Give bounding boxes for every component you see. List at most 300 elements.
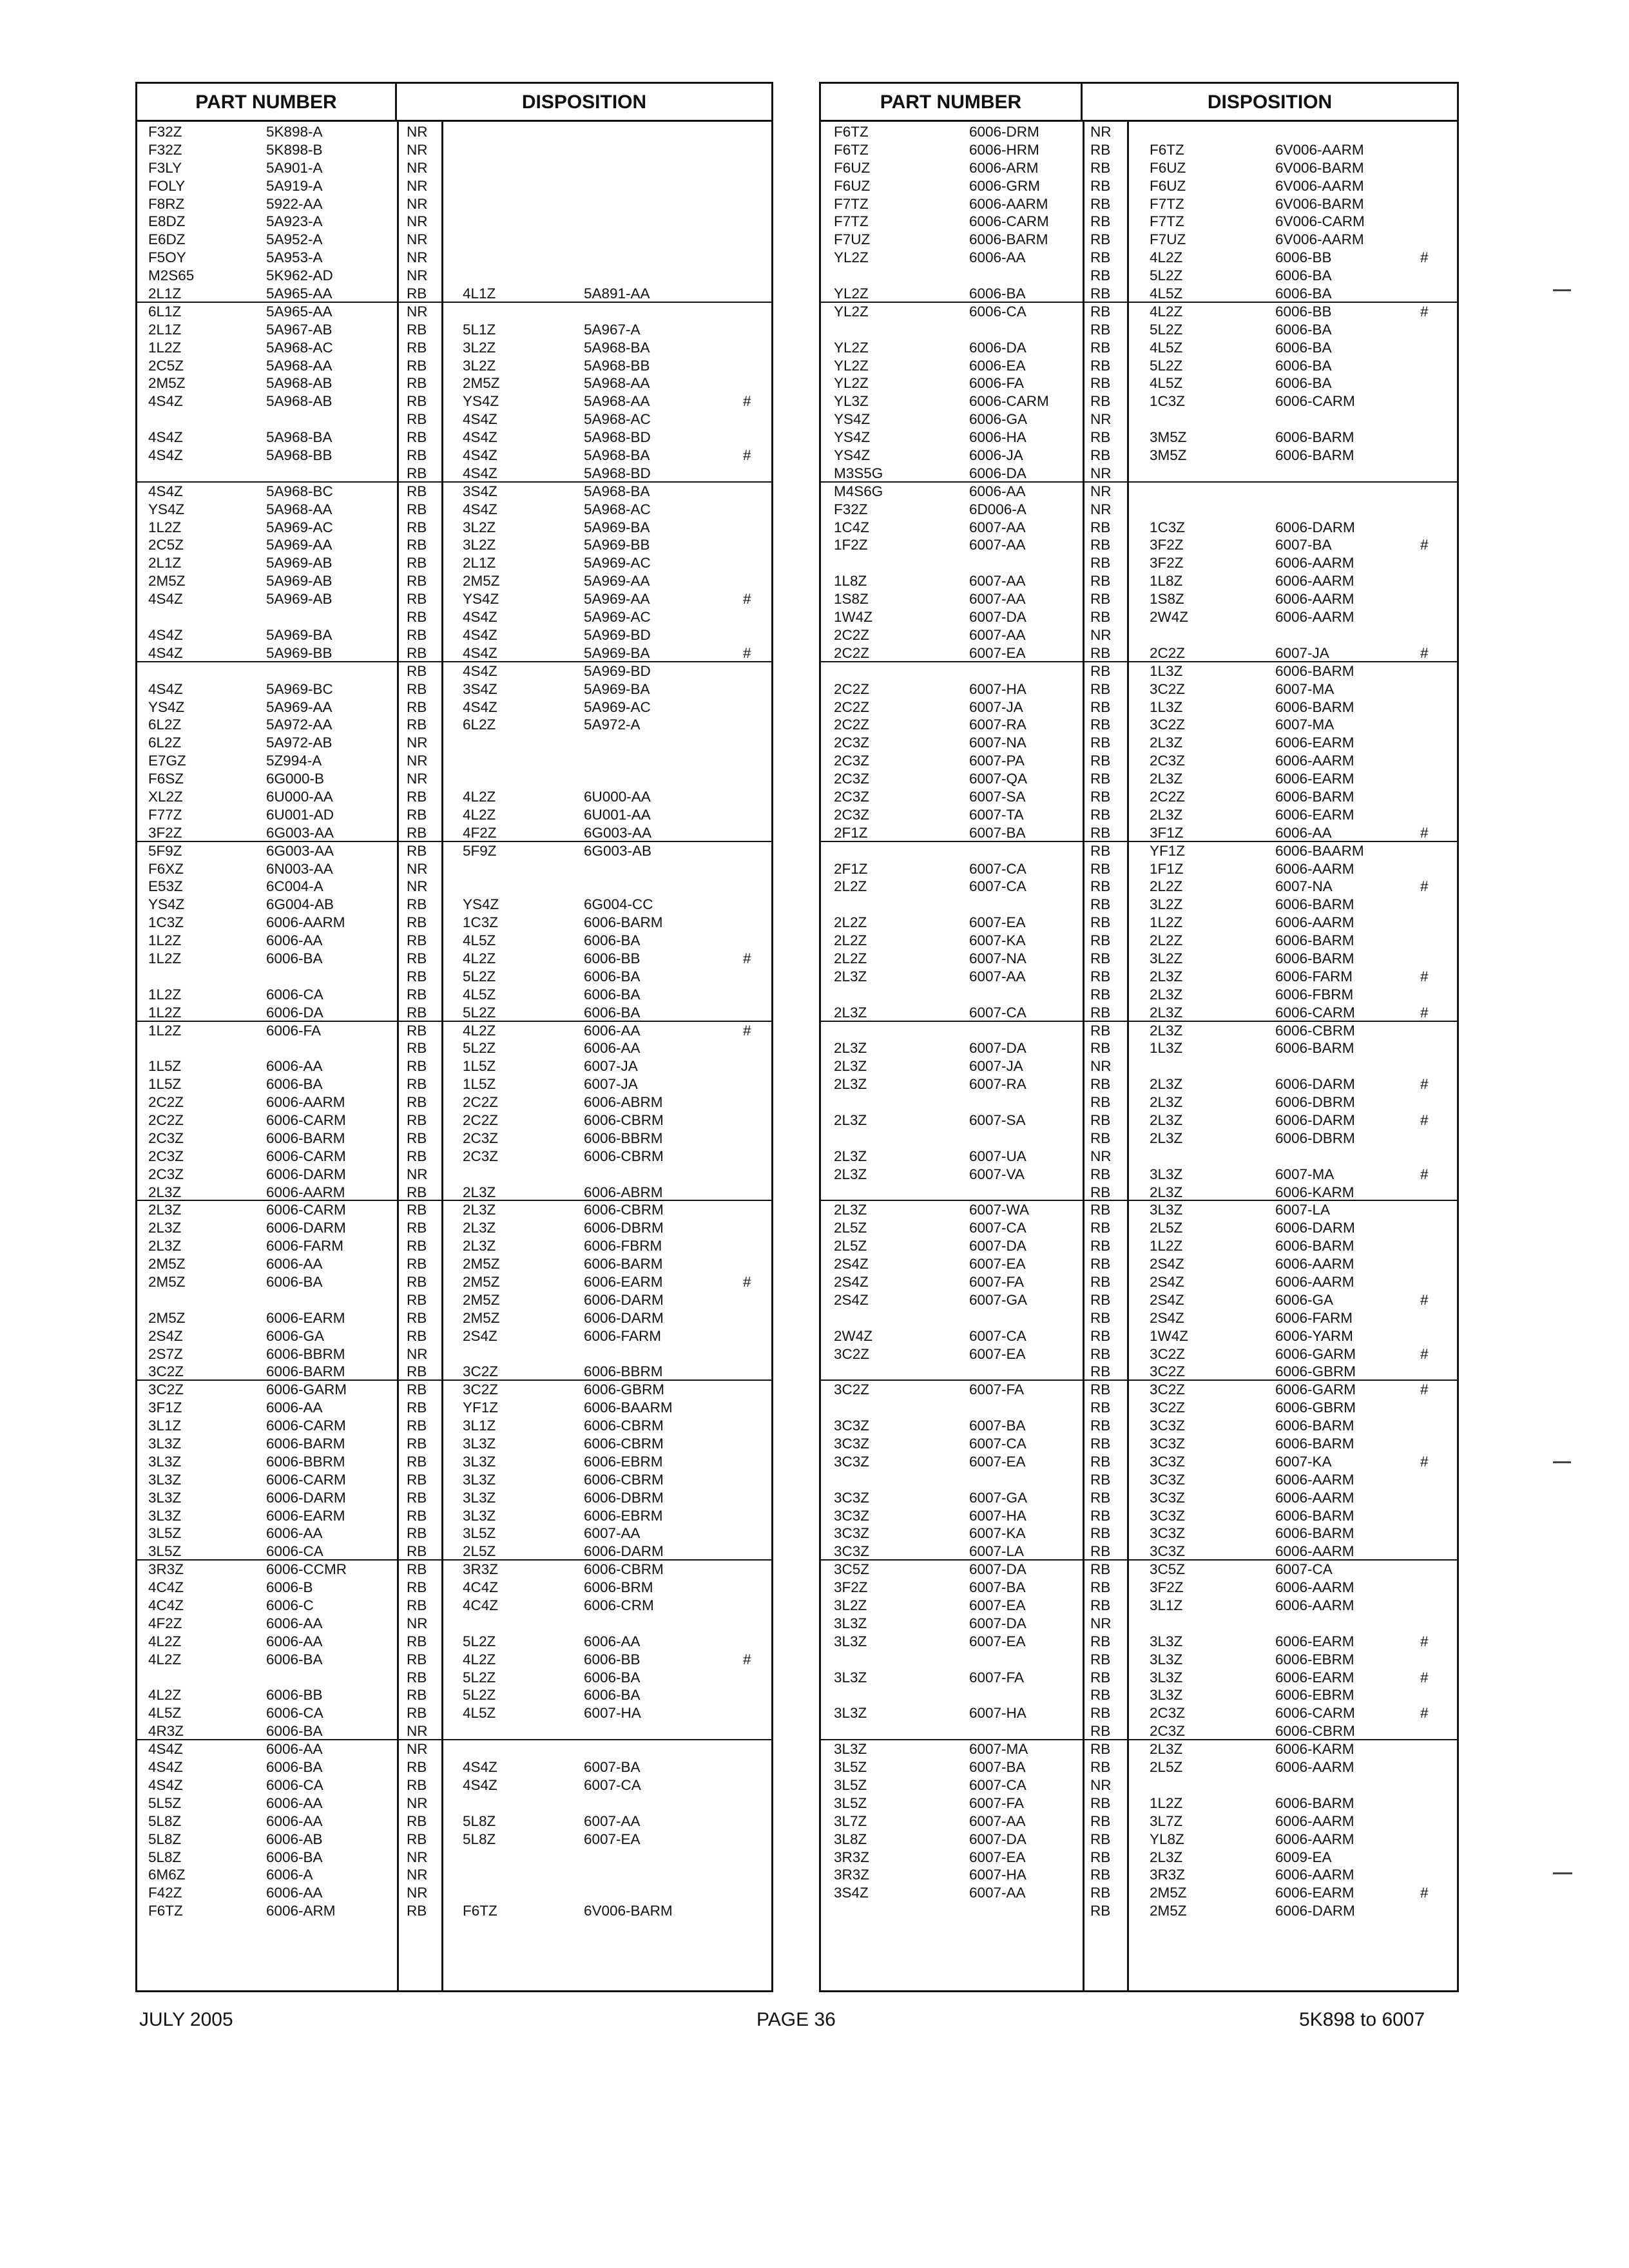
part-base: 6007-GA	[969, 1291, 1028, 1308]
table-row	[821, 698, 1457, 716]
disposition-code: RB	[407, 1399, 427, 1416]
replacement-base: 6006-GBRM	[584, 1381, 665, 1398]
part-prefix: F6XZ	[148, 860, 184, 877]
replacement-prefix: 5L2Z	[463, 1633, 496, 1649]
part-base: 6007-CA	[969, 1327, 1027, 1344]
table-row	[137, 213, 771, 231]
table-row	[137, 1776, 771, 1794]
replacement-base: 6006-BBRM	[584, 1363, 663, 1380]
part-prefix: 3L8Z	[834, 1831, 867, 1847]
part-base: 6006-GA	[266, 1327, 325, 1344]
footer-page: PAGE 36	[757, 2009, 836, 2030]
replacement-prefix: 5L2Z	[463, 1040, 496, 1057]
replacement-prefix: 2W4Z	[1150, 609, 1189, 626]
replacement-base: 6006-EARM	[1275, 771, 1354, 787]
disposition-heading: DISPOSITION	[521, 91, 647, 113]
part-base: 5A968-AA	[266, 501, 333, 517]
part-base: 6007-WA	[969, 1202, 1029, 1218]
part-prefix: 2C3Z	[834, 735, 870, 751]
note-mark: #	[743, 1022, 751, 1039]
disposition-code: RB	[1090, 1184, 1111, 1200]
note-mark: #	[1420, 1453, 1429, 1470]
disposition-code: RB	[1090, 914, 1111, 931]
table-row	[137, 1166, 771, 1184]
part-prefix: FOLY	[148, 177, 186, 194]
replacement-prefix: 3M5Z	[1150, 429, 1187, 446]
part-prefix: 1L2Z	[148, 1004, 182, 1021]
part-prefix: YS4Z	[834, 429, 871, 446]
disposition-code: RB	[1090, 1129, 1111, 1146]
table-row	[137, 177, 771, 195]
replacement-prefix: 3L3Z	[463, 1507, 496, 1524]
table-row	[821, 1579, 1457, 1597]
disposition-code: RB	[1090, 680, 1111, 697]
part-base: 6007-AA	[969, 573, 1026, 590]
part-prefix: YS4Z	[834, 411, 871, 428]
replacement-base: 6006-FBRM	[1275, 986, 1354, 1003]
replacement-prefix: 5L2Z	[463, 1669, 496, 1686]
disposition-code: RB	[407, 1507, 427, 1524]
replacement-prefix: 3C2Z	[1150, 1345, 1186, 1362]
replacement-base: 6006-FARM	[1275, 968, 1353, 985]
replacement-base: 5A972-A	[584, 716, 641, 733]
part-base: 5A969-BA	[266, 626, 333, 643]
table-row	[137, 1201, 771, 1219]
disposition-code: RB	[1090, 339, 1111, 356]
replacement-base: 6006-DARM	[584, 1291, 664, 1308]
part-base: 5922-AA	[266, 195, 323, 212]
replacement-prefix: 2C3Z	[1150, 753, 1186, 769]
part-prefix: 4S4Z	[148, 626, 183, 643]
disposition-code: NR	[407, 1867, 428, 1883]
replacement-prefix: F7TZ	[1150, 213, 1184, 230]
part-base: 6007-DA	[969, 1831, 1027, 1847]
table-row	[821, 1004, 1457, 1022]
table-row	[821, 1255, 1457, 1273]
replacement-base: 6006-CBRM	[1275, 1022, 1355, 1039]
disposition-code: RB	[1090, 213, 1111, 230]
table-row	[137, 195, 771, 213]
note-mark: #	[1420, 249, 1429, 266]
replacement-base: 5A969-BA	[584, 680, 650, 697]
part-prefix: 2F1Z	[834, 824, 868, 841]
part-base: 6C004-A	[266, 878, 323, 895]
replacement-prefix: 3C3Z	[1150, 1489, 1186, 1506]
table-row	[137, 1273, 771, 1291]
disposition-code: NR	[1090, 1148, 1112, 1164]
part-base: 6G003-AA	[266, 824, 334, 841]
replacement-prefix: 2M5Z	[463, 1274, 500, 1290]
disposition-code: RB	[1090, 555, 1111, 572]
part-base: 6006-AA	[969, 249, 1026, 266]
part-base: 6006-AA	[266, 1058, 323, 1075]
replacement-base: 6G004-CC	[584, 896, 653, 913]
part-prefix: 1L2Z	[148, 519, 182, 535]
replacement-base: 6006-BARM	[1275, 896, 1354, 913]
replacement-base: 5A969-BD	[584, 626, 651, 643]
disposition-code: RB	[407, 1238, 427, 1254]
replacement-prefix: 1L2Z	[1150, 1794, 1183, 1811]
part-base: 6007-AA	[969, 519, 1026, 535]
table-row	[821, 968, 1457, 986]
disposition-code: RB	[407, 896, 427, 913]
replacement-base: 6006-BA	[1275, 357, 1332, 374]
part-base: 6007-HA	[969, 1507, 1027, 1524]
table-row	[821, 608, 1457, 626]
disposition-code: RB	[407, 1022, 427, 1039]
table-row	[821, 1651, 1457, 1669]
disposition-code: RB	[1090, 609, 1111, 626]
table-row	[137, 285, 771, 303]
disposition-code: RB	[407, 680, 427, 697]
part-base: 6N003-AA	[266, 860, 333, 877]
part-prefix: 2L1Z	[148, 321, 182, 338]
replacement-prefix: 2M5Z	[1150, 1903, 1187, 1919]
disposition-code: NR	[407, 860, 428, 877]
table-row	[821, 1309, 1457, 1327]
table-row	[137, 1453, 771, 1471]
part-base: 6006-EARM	[266, 1507, 345, 1524]
disposition-code: RB	[407, 932, 427, 949]
table-row	[821, 752, 1457, 770]
part-prefix: 4S4Z	[148, 447, 183, 464]
replacement-base: 5A968-AA	[584, 375, 650, 392]
replacement-prefix: 3C2Z	[1150, 716, 1186, 733]
disposition-code: RB	[1090, 1309, 1111, 1326]
part-prefix: 3L3Z	[834, 1669, 867, 1686]
part-prefix: 2L3Z	[834, 1076, 867, 1093]
disposition-code: RB	[1090, 1489, 1111, 1506]
replacement-prefix: 3L3Z	[1150, 1202, 1183, 1218]
replacement-base: 6006-AARM	[1275, 1579, 1354, 1596]
table-row	[137, 1597, 771, 1615]
replacement-prefix: 3C3Z	[1150, 1525, 1186, 1542]
part-number-heading: PART NUMBER	[821, 84, 1083, 120]
part-base: 6006-CARM	[266, 1418, 346, 1434]
part-base: 6006-ARM	[266, 1903, 336, 1919]
replacement-prefix: 3S4Z	[463, 680, 497, 697]
replacement-prefix: 3C3Z	[1150, 1543, 1186, 1560]
part-prefix: 3C3Z	[834, 1525, 870, 1542]
note-mark: #	[1420, 1885, 1429, 1901]
replacement-base: 6006-EARM	[1275, 735, 1354, 751]
disposition-code: NR	[407, 1345, 428, 1362]
part-prefix: 3L3Z	[834, 1615, 867, 1631]
part-prefix: 2L3Z	[834, 1166, 867, 1182]
part-base: 6007-AA	[969, 1812, 1026, 1829]
disposition-code: RB	[1090, 1291, 1111, 1308]
replacement-prefix: 2C2Z	[1150, 788, 1186, 805]
replacement-prefix: 5L8Z	[463, 1831, 496, 1847]
part-prefix: 5L5Z	[148, 1794, 182, 1811]
replacement-base: 6V006-BARM	[1275, 159, 1364, 176]
replacement-base: 6006-EBRM	[584, 1453, 663, 1470]
disposition-code: RB	[407, 1489, 427, 1506]
right-table-body	[821, 123, 1457, 1920]
part-prefix: 3L3Z	[148, 1436, 182, 1452]
table-row	[821, 1453, 1457, 1471]
disposition-code: RB	[407, 1597, 427, 1614]
table-row	[137, 1417, 771, 1435]
table-row	[137, 1740, 771, 1758]
replacement-base: 6006-FBRM	[584, 1238, 662, 1254]
part-prefix: 2L3Z	[834, 1004, 867, 1021]
table-row	[137, 662, 771, 680]
disposition-code: RB	[407, 1220, 427, 1236]
table-row	[821, 1812, 1457, 1831]
replacement-base: 6006-BARM	[1275, 1238, 1354, 1254]
part-base: 6006-CA	[266, 1543, 323, 1560]
disposition-code: RB	[1090, 303, 1111, 320]
replacement-prefix: 2L5Z	[1150, 1220, 1183, 1236]
note-mark: #	[743, 393, 751, 410]
disposition-code: RB	[407, 1381, 427, 1398]
disposition-code: RB	[407, 626, 427, 643]
replacement-prefix: 4C4Z	[463, 1579, 499, 1596]
left-table	[135, 82, 773, 1992]
replacement-base: 6006-BB	[584, 950, 641, 966]
part-prefix: 2S7Z	[148, 1345, 183, 1362]
replacement-prefix: 3R3Z	[1150, 1867, 1186, 1883]
note-mark: #	[743, 591, 751, 608]
part-base: 5A969-AC	[266, 519, 333, 535]
replacement-base: 6007-BA	[1275, 537, 1332, 553]
replacement-base: 6006-AARM	[1275, 1489, 1354, 1506]
part-prefix: 5F9Z	[148, 842, 182, 859]
replacement-base: 6006-GA	[1275, 1291, 1334, 1308]
replacement-prefix: 5L1Z	[463, 321, 496, 338]
disposition-code: RB	[1090, 1794, 1111, 1811]
replacement-base: 6007-MA	[1275, 680, 1335, 697]
replacement-prefix: 4L2Z	[1150, 303, 1183, 320]
note-mark: #	[743, 644, 751, 661]
part-base: 6007-CA	[969, 1220, 1027, 1236]
table-row	[137, 770, 771, 788]
replacement-prefix: 1L2Z	[1150, 914, 1183, 931]
note-mark: #	[743, 1651, 751, 1667]
part-prefix: F6UZ	[834, 177, 871, 194]
replacement-prefix: 4S4Z	[463, 1759, 497, 1776]
disposition-code: NR	[1090, 411, 1112, 428]
table-row	[137, 644, 771, 662]
part-base: 6007-CA	[969, 1436, 1027, 1452]
part-base: 6006-BA	[266, 1274, 323, 1290]
part-prefix: 2L3Z	[834, 968, 867, 985]
disposition-code: RB	[407, 1705, 427, 1722]
replacement-base: 6006-BARM	[1275, 1794, 1354, 1811]
replacement-base: 6006-FARM	[584, 1327, 662, 1344]
table-row	[821, 213, 1457, 231]
part-prefix: 4L2Z	[148, 1651, 182, 1667]
replacement-prefix: YS4Z	[463, 393, 499, 410]
disposition-code: RB	[1090, 644, 1111, 661]
part-prefix: 2M5Z	[148, 573, 186, 590]
part-base: 6007-BA	[969, 1418, 1026, 1434]
disposition-code: RB	[1090, 447, 1111, 464]
part-base: 6006-DA	[266, 1004, 323, 1021]
table-row	[137, 716, 771, 734]
disposition-code: RB	[1090, 1597, 1111, 1614]
replacement-prefix: 4L5Z	[1150, 285, 1183, 302]
part-base: 6006-AA	[266, 1525, 323, 1542]
disposition-code: RB	[1090, 698, 1111, 715]
replacement-prefix: 1F1Z	[1150, 860, 1184, 877]
table-row	[137, 374, 771, 392]
replacement-prefix: 4S4Z	[463, 1776, 497, 1793]
part-prefix: 4R3Z	[148, 1723, 184, 1740]
table-row	[821, 1524, 1457, 1542]
part-base: 6006-HRM	[969, 141, 1039, 158]
part-base: 6007-EA	[969, 914, 1026, 931]
part-prefix: F6UZ	[834, 159, 871, 176]
part-base: 5A968-BC	[266, 483, 333, 499]
replacement-prefix: 3L2Z	[463, 519, 496, 535]
table-row	[137, 1129, 771, 1148]
replacement-base: 6007-EA	[584, 1831, 641, 1847]
disposition-code: RB	[407, 644, 427, 661]
replacement-base: 6006-BA	[584, 986, 641, 1003]
part-prefix: 2M5Z	[148, 1256, 186, 1273]
table-row	[137, 159, 771, 177]
part-base: 6006-AARM	[266, 1184, 345, 1200]
part-base: 6007-AA	[969, 1885, 1026, 1901]
disposition-code: NR	[407, 231, 428, 248]
part-prefix: 3L5Z	[834, 1776, 867, 1793]
footer-range: 5K898 to 6007	[1299, 2009, 1425, 2030]
disposition-code: RB	[407, 321, 427, 338]
table-row	[821, 986, 1457, 1004]
disposition-code: RB	[407, 393, 427, 410]
replacement-prefix: 4S4Z	[463, 465, 497, 481]
replacement-prefix: 2L3Z	[1150, 1741, 1183, 1758]
replacement-base: 6006-EARM	[584, 1274, 663, 1290]
part-prefix: 4L2Z	[148, 1633, 182, 1649]
table-row	[821, 1381, 1457, 1399]
replacement-prefix: 2M5Z	[463, 1291, 500, 1308]
replacement-prefix: 2L3Z	[1150, 1022, 1183, 1039]
disposition-code: RB	[407, 1363, 427, 1380]
table-row	[137, 1849, 771, 1867]
part-base: 6U000-AA	[266, 788, 333, 805]
replacement-prefix: 3L3Z	[1150, 1669, 1183, 1686]
replacement-prefix: 1C3Z	[463, 914, 499, 931]
replacement-prefix: 3C2Z	[1150, 680, 1186, 697]
disposition-code: RB	[407, 1903, 427, 1919]
part-prefix: 2L3Z	[834, 1040, 867, 1057]
part-prefix: 3L7Z	[834, 1812, 867, 1829]
disposition-code: RB	[1090, 1022, 1111, 1039]
disposition-code: RB	[407, 986, 427, 1003]
table-row	[821, 680, 1457, 698]
table-row	[137, 536, 771, 554]
part-prefix: 2C3Z	[834, 753, 870, 769]
right-table-header	[821, 84, 1457, 122]
replacement-prefix: 3L1Z	[1150, 1597, 1183, 1614]
disposition-code: RB	[407, 537, 427, 553]
part-base: 6007-AA	[969, 537, 1026, 553]
disposition-code: RB	[1090, 950, 1111, 966]
table-row	[821, 1902, 1457, 1920]
table-row	[821, 644, 1457, 662]
part-base: 6007-PA	[969, 753, 1025, 769]
replacement-base: 5A969-BA	[584, 644, 650, 661]
part-prefix: YL2Z	[834, 303, 869, 320]
replacement-base: 6006-CBRM	[584, 1148, 664, 1164]
part-prefix: 5L8Z	[148, 1831, 182, 1847]
part-base: 5A969-AB	[266, 573, 333, 590]
disposition-code: RB	[1090, 1561, 1111, 1578]
part-prefix: M3S5G	[834, 465, 883, 481]
replacement-base: 6006-ABRM	[584, 1094, 663, 1111]
table-row	[821, 1111, 1457, 1129]
table-row	[821, 950, 1457, 968]
margin-mark	[1553, 1872, 1572, 1874]
replacement-base: 6006-AA	[584, 1022, 641, 1039]
part-base: 6006-AA	[266, 932, 323, 949]
part-base: 6006-DARM	[266, 1166, 346, 1182]
part-prefix: 2L1Z	[148, 555, 182, 572]
disposition-code: RB	[407, 1687, 427, 1704]
disposition-code: NR	[1090, 501, 1112, 517]
replacement-base: 6006-EARM	[1275, 1885, 1354, 1901]
table-row	[821, 1291, 1457, 1309]
part-base: 5A969-AA	[266, 698, 333, 715]
disposition-code: RB	[407, 698, 427, 715]
table-row	[137, 626, 771, 644]
table-row	[137, 734, 771, 752]
disposition-code: RB	[1090, 249, 1111, 266]
replacement-base: 6006-BARM	[584, 914, 663, 931]
disposition-code: RB	[407, 573, 427, 590]
disposition-code: RB	[1090, 1418, 1111, 1434]
part-base: 6007-RA	[969, 716, 1027, 733]
part-prefix: M2S65	[148, 267, 195, 284]
part-prefix: 3R3Z	[834, 1867, 870, 1883]
disposition-code: RB	[407, 806, 427, 823]
disposition-code: RB	[407, 285, 427, 302]
part-base: 6007-RA	[969, 1076, 1027, 1093]
part-base: 6006-CARM	[266, 1471, 346, 1488]
replacement-prefix: 3F2Z	[1150, 537, 1184, 553]
disposition-code: NR	[407, 771, 428, 787]
disposition-code: RB	[1090, 1651, 1111, 1667]
margin-mark	[1553, 1461, 1571, 1463]
part-prefix: 2C3Z	[834, 771, 870, 787]
note-mark: #	[1420, 537, 1429, 553]
replacement-base: 6006-BA	[1275, 375, 1332, 392]
disposition-code: NR	[407, 1885, 428, 1901]
part-prefix: F32Z	[834, 501, 868, 517]
part-prefix: 3F2Z	[834, 1579, 868, 1596]
part-prefix: F7TZ	[834, 213, 869, 230]
disposition-code: NR	[407, 1723, 428, 1740]
disposition-code: RB	[407, 357, 427, 374]
replacement-base: 6G003-AA	[584, 824, 652, 841]
part-base: 6007-CA	[969, 878, 1027, 895]
table-row	[137, 1435, 771, 1453]
part-base: 6006-EA	[969, 357, 1026, 374]
replacement-prefix: 3L2Z	[1150, 950, 1183, 966]
part-prefix: 3R3Z	[148, 1561, 184, 1578]
table-row	[137, 932, 771, 950]
table-row	[137, 1022, 771, 1040]
table-row	[821, 267, 1457, 285]
disposition-code: RB	[407, 1094, 427, 1111]
right-table	[819, 82, 1459, 1992]
part-base: 6007-BA	[969, 824, 1026, 841]
disposition-code: RB	[407, 483, 427, 499]
table-row	[137, 986, 771, 1004]
